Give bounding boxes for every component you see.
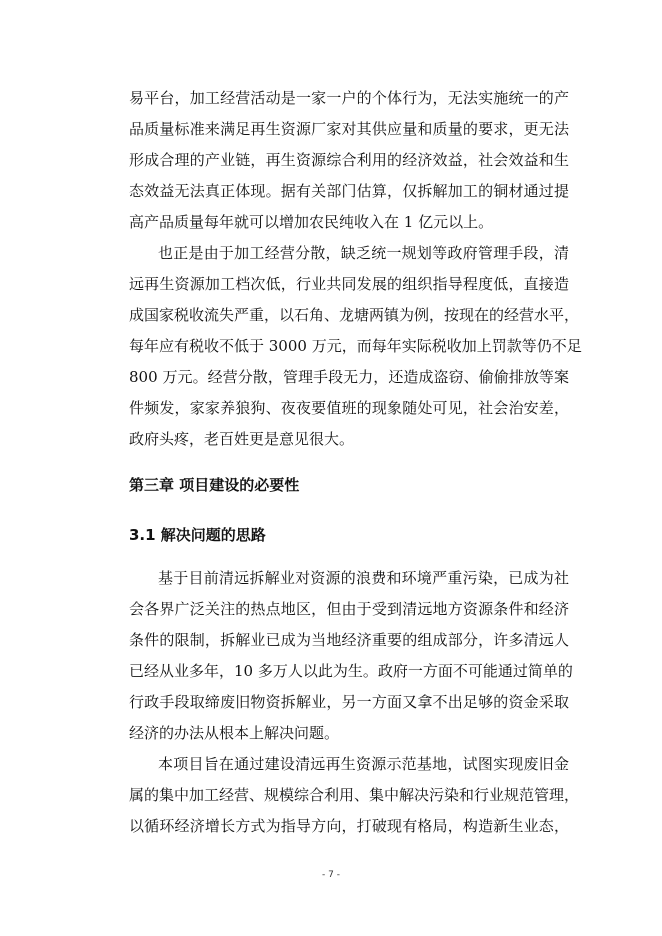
paragraph-line: 以循环经济增长方式为指导方向，打破现有格局，构造新生业态， [129, 817, 569, 835]
paragraph-line: 品质量标准来满足再生资源厂家对其供应量和质量的要求，更无法 [129, 120, 569, 138]
paragraph-line: 本项目旨在通过建设清远再生资源示范基地，试图实现废旧金 [158, 755, 569, 773]
paragraph-line: 易平台，加工经营活动是一家一户的个体行为，无法实施统一的产 [129, 89, 569, 107]
paragraph-line: 基于目前清远拆解业对资源的浪费和环境严重污染，已成为社 [158, 569, 569, 587]
paragraph-line: 条件的限制，拆解业已成为当地经济重要的组成部分，许多清远人 [129, 631, 569, 649]
paragraph-line: 经济的办法从根本上解决问题。 [129, 724, 340, 742]
paragraph-line: 高产品质量每年就可以增加农民纯收入在 1 亿元以上。 [129, 213, 494, 231]
paragraph-line: 形成合理的产业链，再生资源综合利用的经济效益，社会效益和生 [129, 151, 569, 169]
paragraph-line: 已经从业多年，10 多万人以此为生。政府一方面不可能通过简单的 [129, 662, 573, 680]
paragraph-line: 800 万元。经营分散，管理手段无力，还造成盗窃、偷偷排放等案 [129, 368, 569, 386]
paragraph-line: 行政手段取缔废旧物资拆解业，另一方面又拿不出足够的资金采取 [129, 693, 569, 711]
page-number: - 7 - [322, 870, 340, 880]
paragraph-line: 态效益无法真正体现。据有关部门估算，仅拆解加工的铜材通过提 [129, 182, 569, 200]
section-title: 3.1 解决问题的思路 [129, 526, 266, 544]
paragraph-line: 属的集中加工经营、规模综合利用、集中解决污染和行业规范管理， [129, 786, 580, 804]
paragraph-line: 政府头疼，老百姓更是意见很大。 [129, 430, 355, 448]
paragraph-line: 远再生资源加工档次低，行业共同发展的组织指导程度低，直接造 [129, 275, 569, 293]
chapter-title: 第三章 项目建设的必要性 [129, 476, 300, 494]
paragraph-line: 件频发，家家养狼狗、夜夜要值班的现象随处可见，社会治安差， [129, 399, 569, 417]
paragraph-line: 会各界广泛关注的热点地区，但由于受到清远地方资源条件和经济 [129, 600, 569, 618]
paragraph-line: 也正是由于加工经营分散，缺乏统一规划等政府管理手段，清 [158, 244, 569, 262]
paragraph-line: 成国家税收流失严重，以石角、龙塘两镇为例，按现在的经营水平， [129, 306, 580, 324]
paragraph-line: 每年应有税收不低于 3000 万元，而每年实际税收加上罚款等仍不足 [129, 337, 582, 355]
